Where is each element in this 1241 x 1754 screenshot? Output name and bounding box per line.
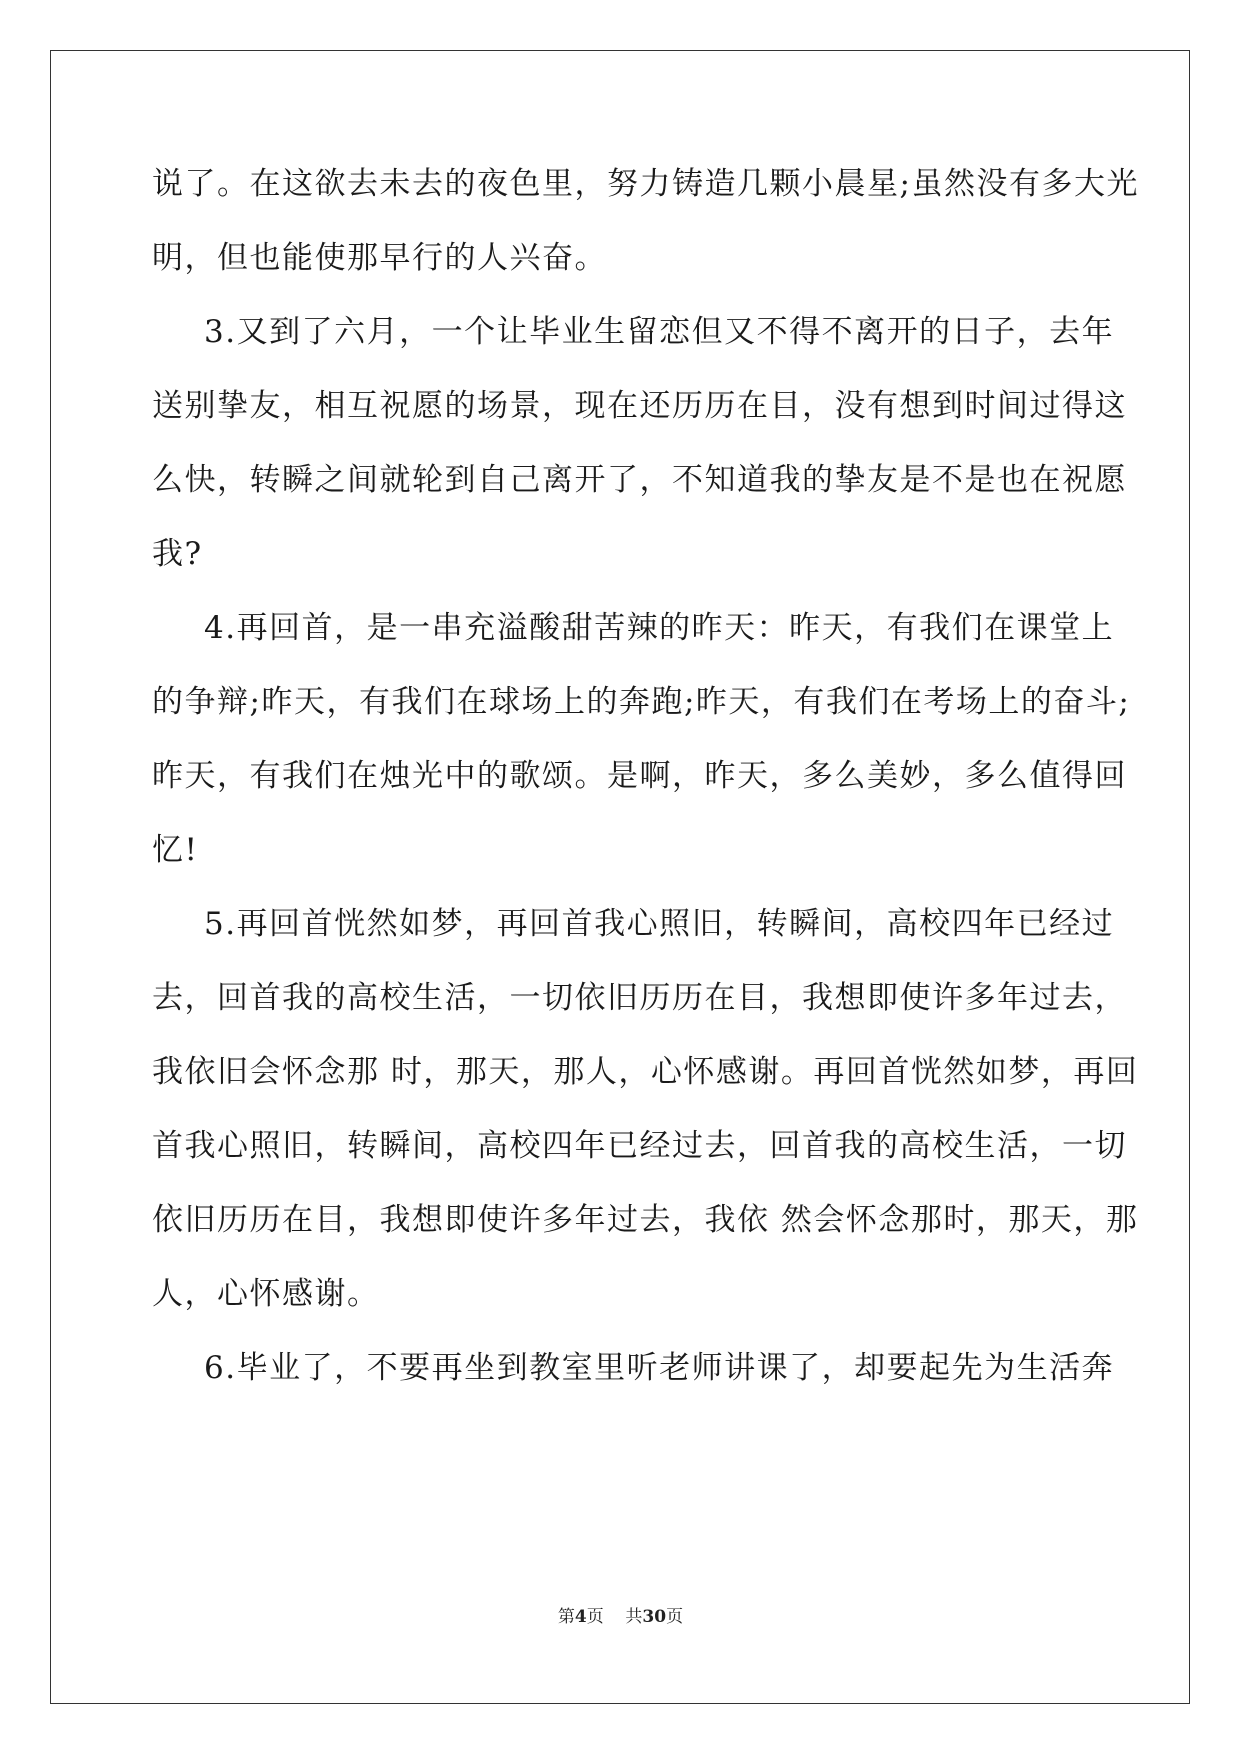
text-line: 说了。在这欲去未去的夜色里，努力铸造几颗小晨星;虽然没有多大光: [152, 166, 1139, 202]
page-number: 4: [574, 1607, 587, 1627]
text-line: 首我心照旧，转瞬间，高校四年已经过去，回首我的高校生活，一切: [152, 1128, 1127, 1164]
text-line: 明，但也能使那早行的人兴奋。: [152, 240, 607, 276]
page-suffix: 页: [586, 1607, 604, 1627]
paragraph-4-first-line: 4.再回首，是一串充溢酸甜苦辣的昨天：昨天，有我们在课堂上: [204, 610, 1115, 646]
total-pages: 30: [642, 1607, 667, 1627]
paragraph-3-first-line: 3.又到了六月，一个让毕业生留恋但又不得不离开的日子，去年: [204, 314, 1115, 350]
page-prefix: 第: [557, 1607, 575, 1627]
text-line: 依旧历历在目，我想即使许多年过去，我依 然会怀念那时，那天，那: [152, 1202, 1139, 1238]
page-border: [50, 50, 1190, 1704]
text-line: 的争辩;昨天，有我们在球场上的奔跑;昨天，有我们在考场上的奋斗;: [152, 684, 1131, 720]
text-line: 我?: [152, 536, 203, 572]
total-suffix: 页: [666, 1607, 684, 1627]
text-line: 送别挚友，相互祝愿的场景，现在还历历在目，没有想到时间过得这: [152, 388, 1127, 424]
text-line: 我依旧会怀念那 时，那天，那人，心怀感谢。再回首恍然如梦，再回: [152, 1054, 1139, 1090]
total-prefix: 共: [625, 1607, 643, 1627]
page-footer: [0, 1606, 1241, 1628]
paragraph-6-first-line: 6.毕业了，不要再坐到教室里听老师讲课了，却要起先为生活奔: [204, 1350, 1115, 1386]
text-line: 人，心怀感谢。: [152, 1276, 380, 1312]
text-line: 忆!: [152, 832, 199, 868]
paragraph-5-first-line: 5.再回首恍然如梦，再回首我心照旧，转瞬间，高校四年已经过: [204, 906, 1115, 942]
text-line: 么快，转瞬之间就轮到自己离开了，不知道我的挚友是不是也在祝愿: [152, 462, 1127, 498]
text-line: 去，回首我的高校生活，一切依旧历历在目，我想即使许多年过去，: [152, 980, 1127, 1016]
text-line: 昨天，有我们在烛光中的歌颂。是啊，昨天，多么美妙，多么值得回: [152, 758, 1127, 794]
